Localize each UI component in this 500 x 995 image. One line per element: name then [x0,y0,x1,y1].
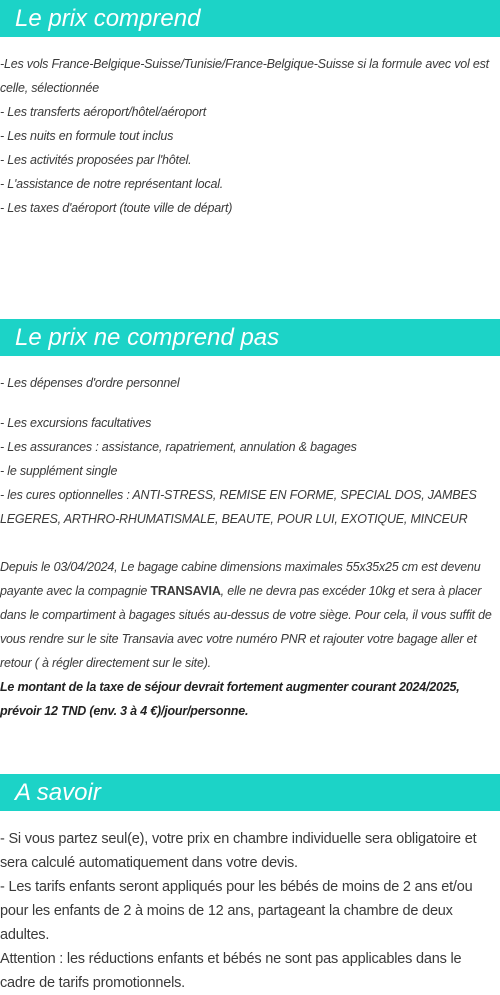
section-header-a-savoir [0,774,500,811]
list-item: - Les transferts aéroport/hôtel/aéroport [0,105,207,119]
section-title: Le prix comprend [15,5,201,32]
bagage-text-before: Depuis le 03/04/2024, Le bagage cabine dimensions maximales 55x35x25 cm est devenu payante avec la compagnie [0,560,481,598]
a-savoir-text [0,827,500,995]
list-item: -Les vols France-Belgique-Suisse/Tunisie/France-Belgique-Suisse si la formule avec vol est celle, sélectionnée [0,57,489,95]
section-header-prix-comprend [0,0,500,37]
list-item: - Les dépenses d'ordre personnel [0,376,180,390]
list-item: - Les assurances : assistance, rapatriement, annulation & bagages [0,440,357,454]
info-paragraph: Attention : les réductions enfants et bébés ne sont pas applicables dans le cadre de tarifs promotionnels. [0,951,462,991]
info-paragraph: - Si vous partez seul(e), votre prix en chambre individuelle sera obligatoire et sera calculé automatiquement dans votre devis. [0,831,477,871]
spacer [0,531,500,555]
bagage-paragraph [0,555,500,675]
prix-ne-comprend-pas-list [0,371,500,723]
bagage-text-after: , elle ne devra pas excéder 10kg et sera à placer dans le compartiment à bagages situés au-dessus de votre siège. Pour cela, il vous suffit de vous rendre sur le site Transavia avec votre numéro PNR et rajouter votre bagage aller et retour ( à régler directement sur le site). [0,584,492,670]
section-title: A savoir [15,779,101,806]
list-item: - Les nuits en formule tout inclus [0,129,174,143]
list-item: - Les taxes d'aéroport (toute ville de départ) [0,201,233,215]
spacer [0,395,500,411]
taxe-sejour-note: Le montant de la taxe de séjour devrait fortement augmenter courant 2024/2025, prévoir 12 TND (env. 3 à 4 €)/jour/personne. [0,680,460,718]
list-item: - L'assistance de notre représentant local. [0,177,224,191]
prix-comprend-list [0,52,500,220]
list-item: - le supplément single [0,464,118,478]
section-header-prix-ne-comprend-pas [0,319,500,356]
list-item: - Les excursions facultatives [0,416,152,430]
bagage-company: TRANSAVIA [150,584,221,598]
info-paragraph: - Les tarifs enfants seront appliqués pour les bébés de moins de 2 ans et/ou pour les enfants de 2 à moins de 12 ans, partageant la chambre de deux adultes. [0,879,473,943]
list-item: - Les activités proposées par l'hôtel. [0,153,192,167]
list-item: - les cures optionnelles : ANTI-STRESS, REMISE EN FORME, SPECIAL DOS, JAMBES LEGERES, ARTHRO-RHUMATISMALE, BEAUTE, POUR LUI, EXOTIQUE, MINCEUR [0,488,477,526]
section-title: Le prix ne comprend pas [15,324,280,351]
